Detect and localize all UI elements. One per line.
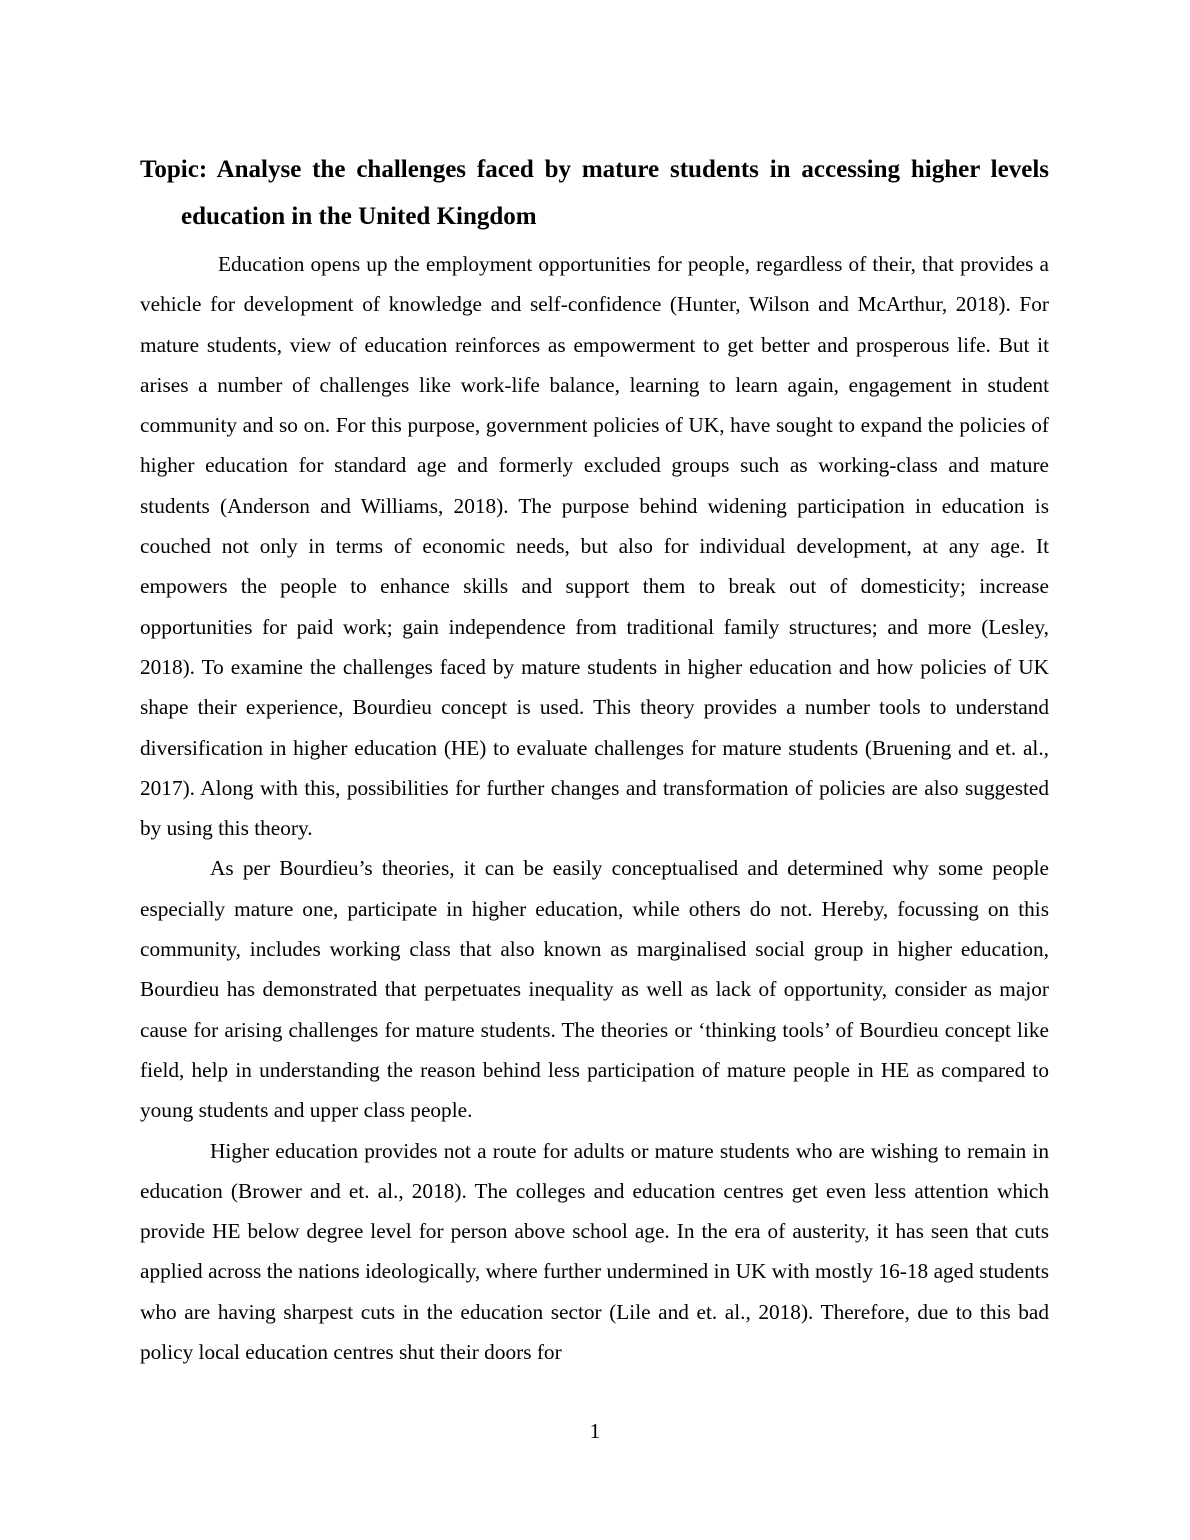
page-number: 1 (589, 1419, 601, 1443)
document-title: Topic: Analyse the challenges faced by mature students in accessing higher levels education in the United Kingdom (140, 156, 1049, 230)
body-paragraph: Education opens up the employment opportunities for people, regardless of their, that provides a vehicle for development of knowledge and self-confidence (Hunter, Wilson and McArthur, 2018). For mature students, view of education reinforces as empowerment to get better and prosperous life. But it arises a number of challenges like work-life balance, learning to learn again, engagement in student community and so on. For this purpose, government policies of UK, have sought to expand the policies of higher education for standard age and formerly excluded groups such as working-class and mature students (Anderson and Williams, 2018). The purpose behind widening participation in education is couched not only in terms of economic needs, but also for individual development, at any age. It empowers the people to enhance skills and support them to break out of domesticity; increase opportunities for paid work; gain independence from traditional family structures; and more (Lesley, 2018). To examine the challenges faced by mature students in higher education and how policies of UK shape their experience, Bourdieu concept is used. This theory provides a number tools to understand diversification in higher education (HE) to evaluate challenges for mature students (Bruening and et. al., 2017). Along with this, possibilities for further changes and transformation of policies are also suggested by using this theory. (140, 252, 1049, 841)
body-paragraph: As per Bourdieu’s theories, it can be easily conceptualised and determined why some people especially mature one, participate in higher education, while others do not. Hereby, focussing on this community, includes working class that also known as marginalised social group in higher education, Bourdieu has demonstrated that perpetuates inequality as well as lack of opportunity, consider as major cause for arising challenges for mature students. The theories or ‘thinking tools’ of Bourdieu concept like field, help in understanding the reason behind less participation of mature people in HE as compared to young students and upper class people. (140, 856, 1049, 1123)
body-paragraph: Higher education provides not a route for adults or mature students who are wishing to remain in education (Brower and et. al., 2018). The colleges and education centres get even less attention which provide HE below degree level for person above school age. In the era of austerity, it has seen that cuts applied across the nations ideologically, where further undermined in UK with mostly 16-18 aged students who are having sharpest cuts in the education sector (Lile and et. al., 2018). Therefore, due to this bad policy local education centres shut their doors for (140, 1138, 1049, 1365)
page-content (140, 146, 1049, 1372)
